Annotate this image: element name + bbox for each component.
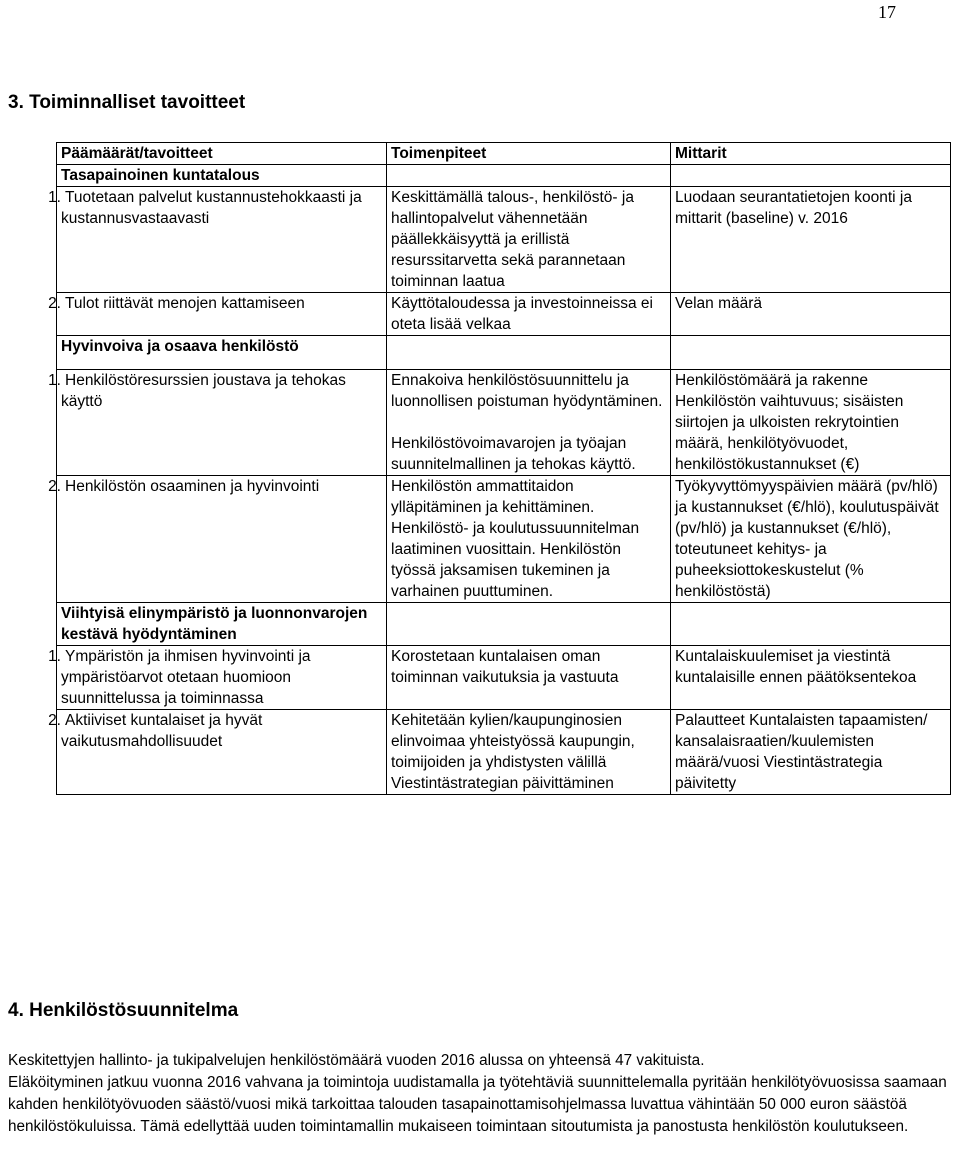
header-actions: Toimenpiteet [387,143,671,165]
action-text: Henkilöstövoimavarojen ja työajan suunnitelmallinen ja tehokas käyttö. [391,435,636,473]
paragraph: Eläköityminen jatkuu vuonna 2016 vahvana ja toimintoja uudistamalla ja työtehtäviä suunnittelemalla pyritään henkilötyövuosissa saamaan kahden henkilötyövuoden säästö/vuosi mikä tarkoittaa talouden tasapainottamisohjelmassa luvattua vähintään 50 000 euron säästöä henkilöstökuluissa. Tämä edellyttää uuden toimintamallin mukaiseen toimintaan sitoutumista ja panostusta henkilöstön koulutukseen. [8,1074,947,1135]
table-row [57,646,951,710]
section-4-heading: 4. Henkilöstösuunnitelma [8,1000,239,1021]
paragraph: Keskitettyjen hallinto- ja tukipalvelujen henkilöstömäärä vuoden 2016 alussa on yhteensä 47 vakituista. [8,1052,705,1069]
goal-cell: 1. Ympäristön ja ihmisen hyvinvointi ja ympäristöarvot otetaan huomioon suunnittelussa ja toiminnassa [57,646,387,710]
group-title: Tasapainoinen kuntatalous [57,165,387,187]
metric-cell: Luodaan seurantatietojen koonti ja mittarit (baseline) v. 2016 [671,187,951,293]
group-title: Hyvinvoiva ja osaava henkilöstö [57,336,387,370]
group-title-row [57,165,951,187]
header-goals: Päämäärät/tavoitteet [57,143,387,165]
header-metrics: Mittarit [671,143,951,165]
group-title-row [57,336,951,370]
table-row [57,187,951,293]
action-cell: Henkilöstön ammattitaidon ylläpitäminen ja kehittäminen. Henkilöstö- ja koulutussuunnitelman laatiminen vuosittain. Henkilöstön työssä jaksamisen tukeminen ja varhainen puuttuminen. [387,476,671,603]
action-cell: Korostetaan kuntalaisen oman toiminnan vaikutuksia ja vastuuta [387,646,671,710]
goal-cell: 1. Tuotetaan palvelut kustannustehokkaasti ja kustannusvastaavasti [57,187,387,293]
goals-table [48,142,951,795]
group-title: Viihtyisä elinympäristö ja luonnonvarojen kestävä hyödyntäminen [57,603,387,646]
metric-cell: Velan määrä [671,293,951,336]
action-text: Ennakoiva henkilöstösuunnittelu ja luonnollisen poistuman hyödyntäminen. [391,372,663,410]
table-row [57,293,951,336]
action-cell: Kehitetään kylien/kaupunginosien elinvoimaa yhteistyössä kaupungin, toimijoiden ja yhdistysten välillä Viestintästrategian päivittäminen [387,710,671,795]
goal-cell: 1. Henkilöstöresurssien joustava ja tehokas käyttö [57,370,387,476]
goal-cell: 2. Aktiiviset kuntalaiset ja hyvät vaikutusmahdollisuudet [57,710,387,795]
page-number: 17 [878,2,896,22]
goal-cell: 2. Henkilöstön osaaminen ja hyvinvointi [57,476,387,603]
metric-cell: Työkyvyttömyyspäivien määrä (pv/hlö) ja kustannukset (€/hlö), koulutuspäivät (pv/hlö) ja kustannukset (€/hlö), toteutuneet kehitys- ja puheeksiottokeskustelut (% henkilöstöstä) [671,476,951,603]
metric-cell: Kuntalaiskuulemiset ja viestintä kuntalaisille ennen päätöksentekoa [671,646,951,710]
metric-cell: Henkilöstömäärä ja rakenne Henkilöstön vaihtuvuus; sisäisten siirtojen ja ulkoisten rekrytointien määrä, henkilötyövuodet, henkilöstökustannukset (€) [671,370,951,476]
action-cell: Keskittämällä talous-, henkilöstö- ja hallintopalvelut vähennetään päällekkäisyyttä ja erillistä resurssitarvetta sekä parannetaan toiminnan laatua [387,187,671,293]
table-header-row [57,143,951,165]
group-title-row [57,603,951,646]
table-row [57,370,951,476]
table-row [57,476,951,603]
metric-cell: Palautteet Kuntalaisten tapaamisten/ kansalaisraatien/kuulemisten määrä/vuosi Viestintästrategia päivitetty [671,710,951,795]
section-3-heading: 3. Toiminnalliset tavoitteet [8,92,246,113]
table-row [57,710,951,795]
action-cell [387,370,671,476]
action-cell: Käyttötaloudessa ja investoinneissa ei oteta lisää velkaa [387,293,671,336]
goal-cell: 2. Tulot riittävät menojen kattamiseen [57,293,387,336]
section-4-text [8,1050,952,1138]
